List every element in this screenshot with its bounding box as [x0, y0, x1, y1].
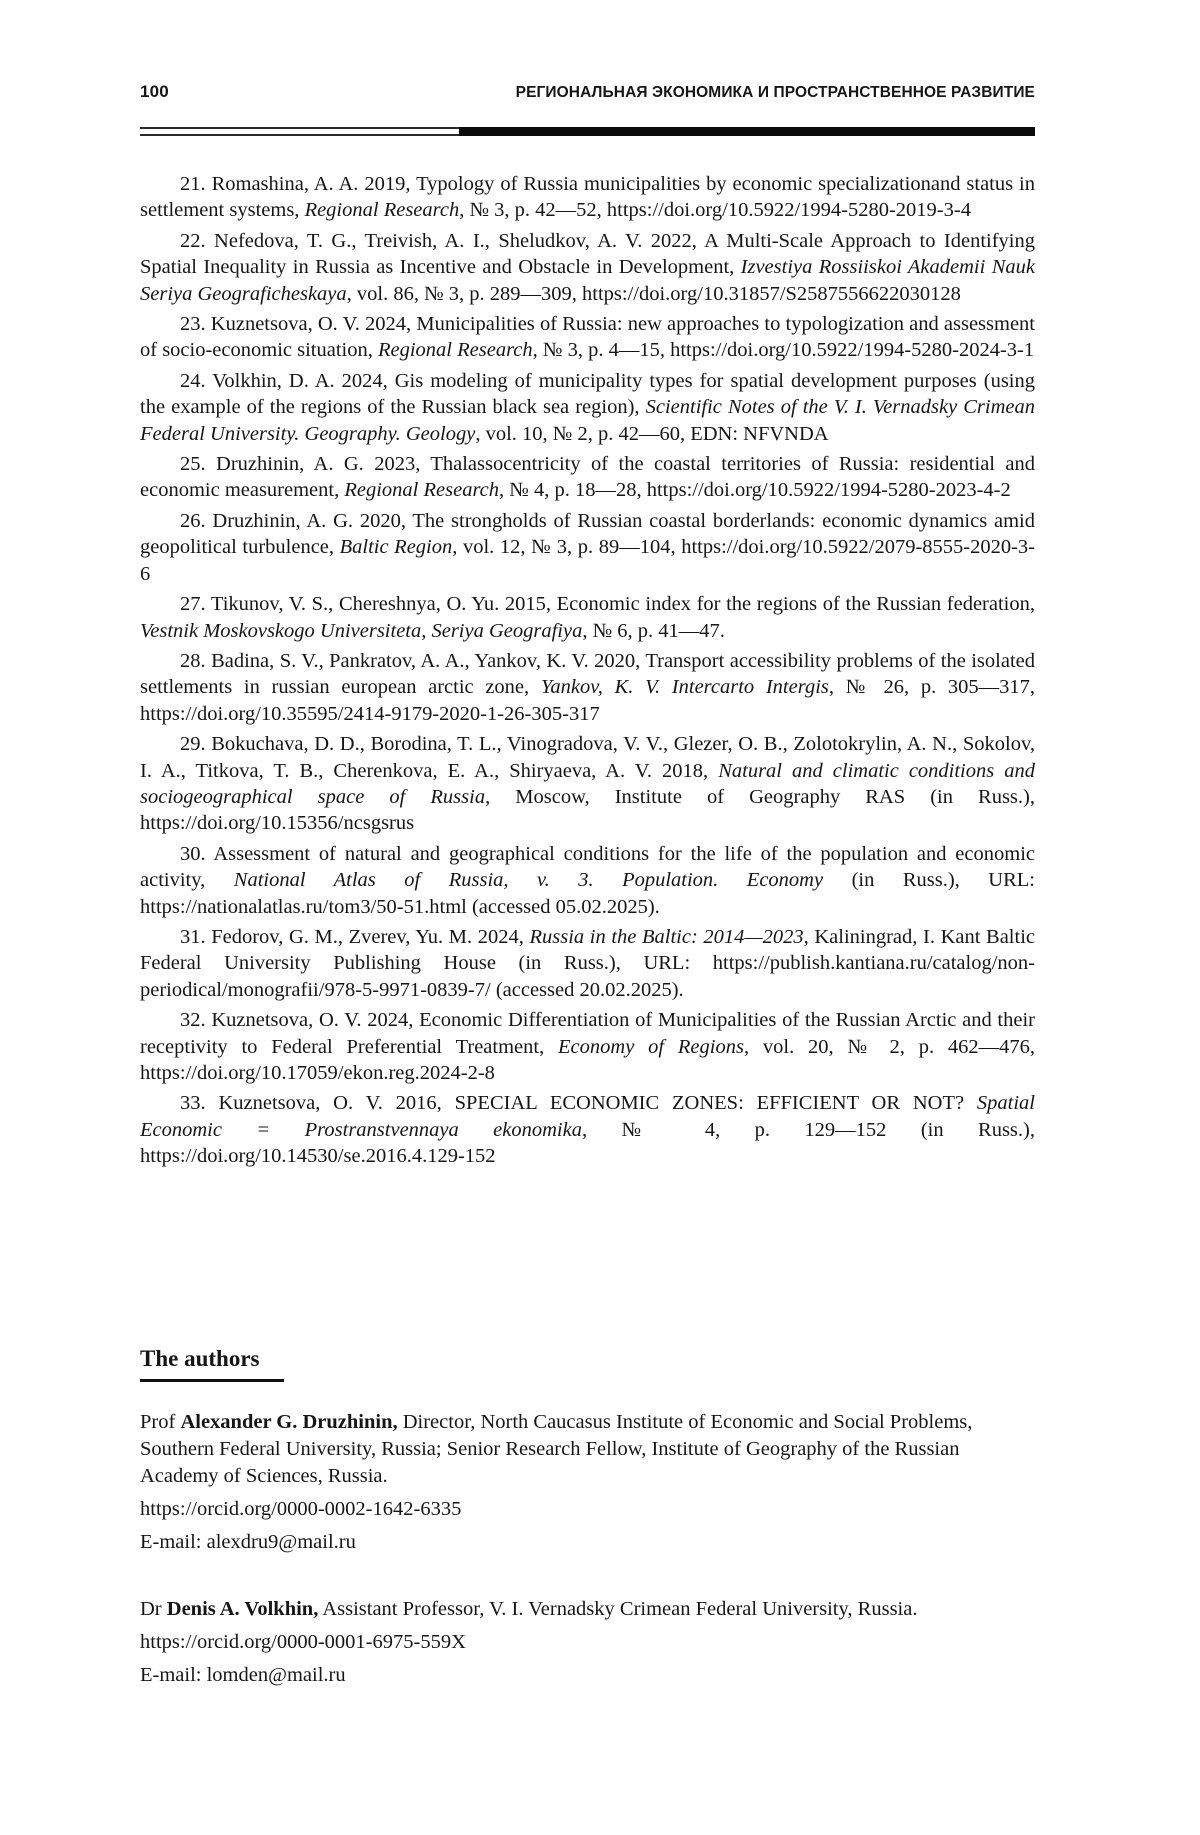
text-run: Natural and climatic conditions and sociogeographical space of Russia,	[140, 759, 1035, 808]
text-run: 31. Fedorov, G. M., Zverev, Yu. M. 2024,	[180, 925, 530, 948]
author-block	[140, 1409, 1002, 1556]
text-run: 23. Kuznetsova, O. V. 2024, Municipalities of Russia: new approaches to typologization and assessment of socio-economic situation,	[140, 313, 1035, 362]
reference-item	[140, 731, 1035, 837]
text-run: Regional Research	[344, 479, 500, 502]
reference-item	[140, 924, 1035, 1003]
page-number: 100	[140, 82, 169, 101]
author-email: E-mail: lomden@mail.ru	[140, 1664, 346, 1686]
text-run: Director, North Caucasus Institute of Economic and Social Problems, Southern Federal University, Russia; Senior Research Fellow, Institute of Geography of the Russian Academy of Sciences, Russia.	[140, 1411, 973, 1487]
text-run: 25. Druzhinin, A. G. 2023, Thalassocentricity of the coastal territories of Russia: residential and economic measurement,	[140, 453, 1035, 502]
reference-item	[140, 591, 1035, 644]
text-run: 27. Tikunov, V. S., Chereshnya, O. Yu. 2015, Economic index for the regions of the Russian federation,	[180, 593, 1035, 616]
text-run: , № 6, p. 41—47.	[582, 619, 725, 642]
text-run: , Kaliningrad, I. Kant Baltic Federal University Publishing House (in Russ.), URL: https://publish.kantiana.ru/catalog/non-periodical/monografii/978-5-9971-0839-7/ (accessed 20.02.2025).	[140, 925, 1035, 1001]
author-email: E-mail: alexdru9@mail.ru	[140, 1531, 356, 1553]
reference-item	[140, 1090, 1035, 1169]
text-run: Russia in the Baltic: 2014—2023	[529, 925, 804, 948]
reference-item	[140, 368, 1035, 447]
text-run: Prof	[140, 1411, 181, 1433]
header-rule-double-line	[140, 127, 459, 136]
text-run: Moscow, Institute of Geography RAS (in Russ.), https://doi.org/10.15356/ncsgsrus	[140, 785, 1035, 835]
header-rule-black-bar	[459, 127, 1035, 136]
authors-heading: The authors	[140, 1346, 284, 1382]
text-run: , № 3, p. 42—52, https://doi.org/10.5922/1994-5280-2019-3-4	[459, 199, 971, 222]
text-run: 21. Romashina, A. A. 2019, Typology of Russia municipalities by economic specializationand status in settlement systems,	[140, 173, 1035, 222]
text-run: National Atlas of Russia, v. 3. Population. Economy	[233, 869, 824, 892]
text-run: 24. Volkhin, D. A. 2024, Gis modeling of municipality types for spatial development purposes (using the example of the regions of the Russian black sea region),	[140, 369, 1035, 419]
text-run: , № 4, p. 18—28, https://doi.org/10.5922/1994-5280-2023-4-2	[499, 479, 1011, 502]
text-run: 26. Druzhinin, A. G. 2020, The strongholds of Russian coastal borderlands: economic dynamics amid geopolitical turbulence,	[140, 509, 1035, 559]
text-run: 33. Kuznetsova, O. V. 2016, SPECIAL ECONOMIC ZONES: EFFICIENT OR NOT?	[180, 1092, 977, 1115]
author-orcid: https://orcid.org/0000-0001-6975-559X	[140, 1631, 466, 1653]
reference-item	[140, 171, 1035, 224]
authors-list	[140, 1409, 1002, 1689]
text-run: Yankov, K. V. Intercarto Intergis	[540, 676, 829, 699]
reference-item	[140, 228, 1035, 307]
reference-item	[140, 1007, 1035, 1086]
text-run: Vestnik Moskovskogo Universiteta, Seriya Geografiya	[140, 619, 583, 642]
text-run: , vol. 12, № 3, p. 89—104, https://doi.org/10.5922/2079-8555-2020-3-6	[140, 536, 1036, 585]
text-run: Spatial Economic = Prostranstvennaya ekonomika	[140, 1092, 1035, 1141]
text-run: Baltic Region	[339, 536, 453, 559]
text-run: 30. Assessment of natural and geographical conditions for the life of the population and economic activity,	[140, 842, 1035, 892]
author-description	[140, 1409, 1002, 1490]
text-run: 22. Nefedova, T. G., Treivish, A. I., Sheludkov, A. V. 2022, A Multi-Scale Approach to Identifying Spatial Inequality in Russia as Incentive and Obstacle in Development,	[140, 229, 1035, 279]
author-description	[140, 1596, 1002, 1623]
text-run: Economy of Regions	[558, 1035, 744, 1058]
text-run: , № 4, p. 129—152 (in Russ.), https://doi.org/10.14530/se.2016.4.129-152	[140, 1118, 1035, 1168]
text-run: , vol. 10, № 2, p. 42—60, EDN: NFVNDA	[475, 422, 829, 445]
author-block	[140, 1596, 1002, 1689]
reference-item	[140, 648, 1035, 727]
reference-item	[140, 451, 1035, 504]
text-run: Dr	[140, 1598, 167, 1620]
reference-item	[140, 508, 1035, 587]
author-orcid: https://orcid.org/0000-0002-1642-6335	[140, 1498, 462, 1520]
text-run: Regional Research	[304, 199, 460, 222]
authors-section	[140, 1346, 1002, 1689]
reference-item	[140, 841, 1035, 920]
text-run: Izvestiya Rossiiskoi Akademii Nauk Seriya Geograficheskaya	[140, 256, 1035, 305]
header-rule	[140, 127, 1035, 136]
text-run: , № 26, p. 305—317, https://doi.org/10.35595/2414-9179-2020-1-26-305-317	[140, 676, 1036, 725]
text-run: 29. Bokuchava, D. D., Borodina, T. L., Vinogradova, V. V., Glezer, O. B., Zolotokrylin, A. N., Sokolov, I. A., Titkova, T. B., Cherenkova, E. A., Shiryaeva, A. V. 2018,	[140, 733, 1035, 782]
text-run: Regional Research	[377, 339, 533, 362]
text-run: Alexander G. Druzhinin,	[180, 1411, 398, 1433]
text-run: (in Russ.), URL: https://nationalatlas.ru/tom3/50-51.html (accessed 05.02.2025).	[140, 869, 1035, 918]
text-run: 28. Badina, S. V., Pankratov, A. A., Yankov, K. V. 2020, Transport accessibility problems of the isolated settlements in russian european arctic zone,	[140, 649, 1035, 699]
running-title: РЕГИОНАЛЬНАЯ ЭКОНОМИКА И ПРОСТРАНСТВЕННОЕ РАЗВИТИЕ	[515, 84, 1035, 101]
references-list	[140, 171, 1035, 1174]
text-run: , vol. 86, № 3, p. 289—309, https://doi.org/10.31857/S2587556622030128	[346, 282, 961, 305]
text-run: Scientific Notes of the V. I. Vernadsky Crimean Federal University. Geography. Geology	[140, 396, 1036, 445]
text-run: Denis A. Volkhin,	[166, 1598, 319, 1620]
text-run: Assistant Professor, V. I. Vernadsky Crimean Federal University, Russia.	[318, 1598, 918, 1620]
text-run: , № 3, p. 4—15, https://doi.org/10.5922/1994-5280-2024-3-1	[532, 339, 1035, 362]
text-run: , vol. 20, № 2, p. 462—476, https://doi.org/10.17059/ekon.reg.2024-2-8	[140, 1035, 1036, 1084]
reference-item	[140, 311, 1035, 364]
text-run: 32. Kuznetsova, O. V. 2024, Economic Differentiation of Municipalities of the Russian Arctic and their receptivity to Federal Preferential Treatment,	[140, 1009, 1035, 1058]
page-header	[140, 82, 1035, 102]
